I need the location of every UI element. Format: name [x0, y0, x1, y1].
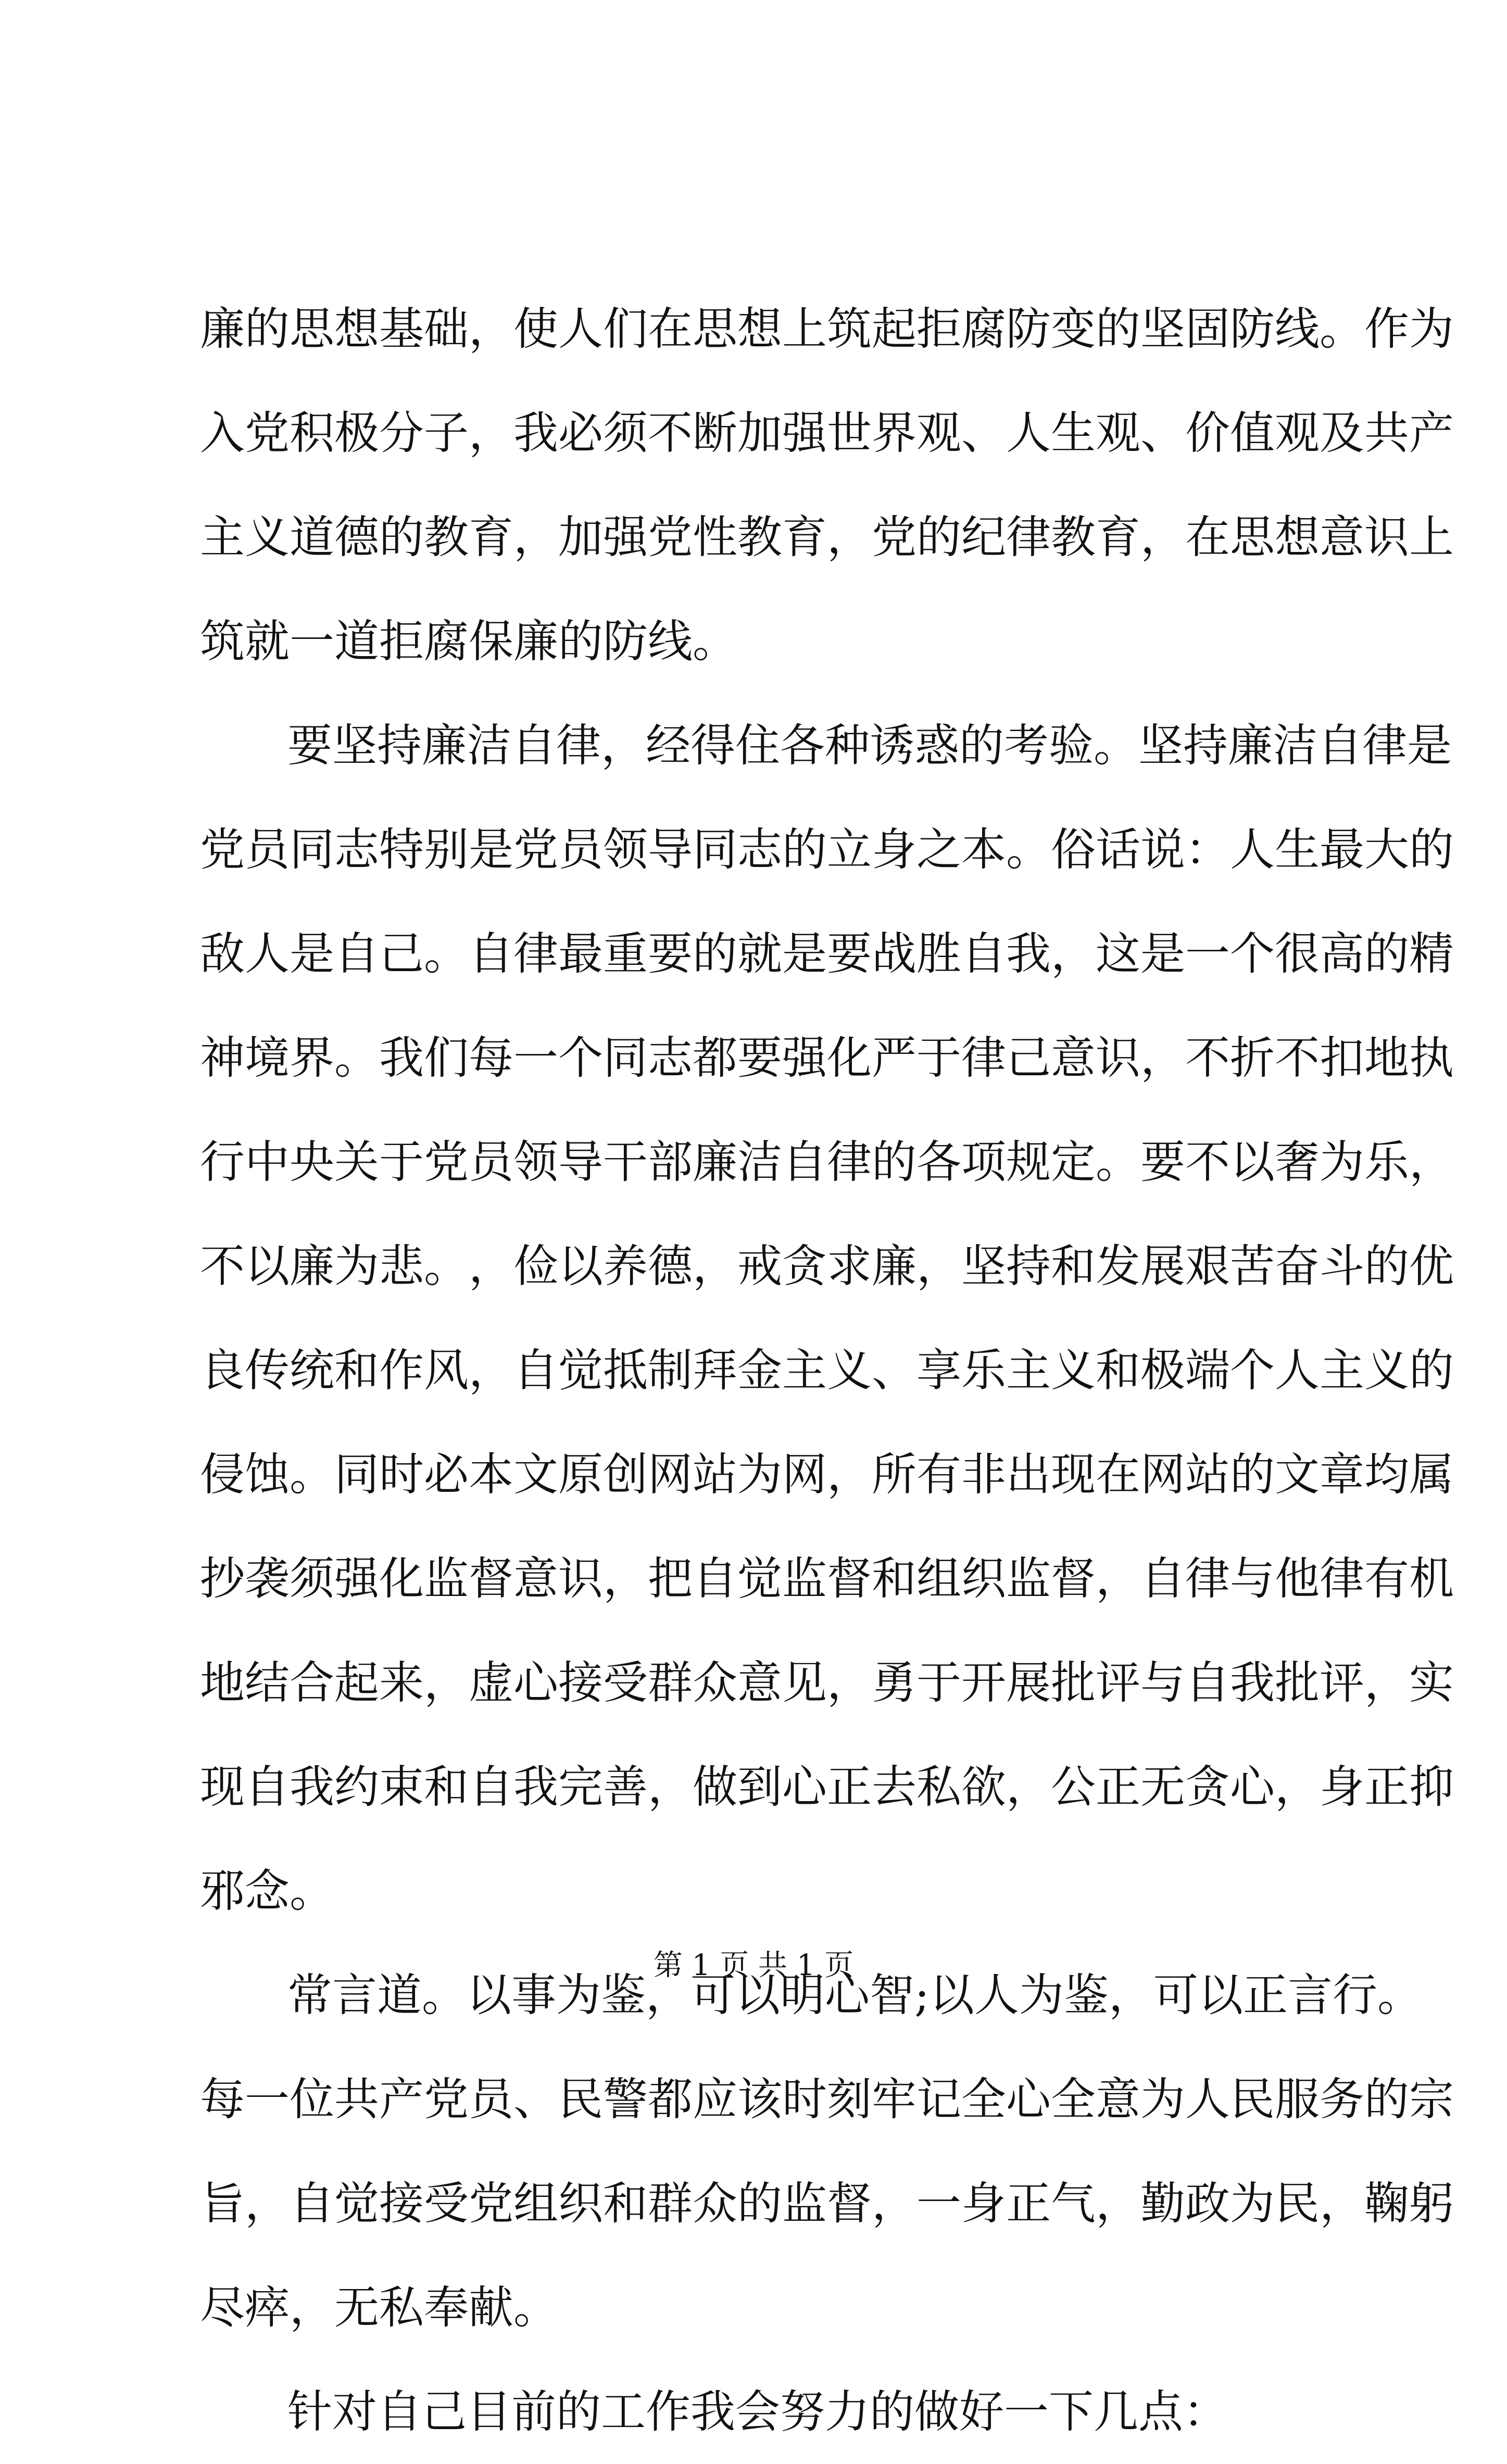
text-line: 尽瘁，无私奉献。 — [200, 2282, 558, 2334]
text-line: 行 中 央 关 于 党 员 领 导 干 部 廉 洁 自 律 的 各 项 规 定 。 要 不 以 奢 为 乐 ， — [200, 1136, 1454, 1188]
text-line: 不 以 廉 为 悲 。 ， 俭 以 养 德 ， 戒 贪 求 廉 ， 坚 持 和 发 展 艰 苦 奋 斗 的 优 — [200, 1240, 1454, 1292]
text-line: 廉 的 思 想 基 础 ， 使 人 们 在 思 想 上 筑 起 拒 腐 防 变 的 坚 固 防 线 。 作 为 — [200, 303, 1454, 355]
text-line: 神 境 界 。 我 们 每 一 个 同 志 都 要 强 化 严 于 律 己 意 识 ， 不 折 不 扣 地 执 — [200, 1032, 1454, 1084]
text-line: 抄 袭 须 强 化 监 督 意 识 ， 把 自 觉 监 督 和 组 织 监 督 ， 自 律 与 他 律 有 机 — [200, 1553, 1454, 1605]
text-line: 邪念。 — [200, 1865, 334, 1917]
text-line: 良 传 统 和 作 风 ， 自 觉 抵 制 拜 金 主 义 、 享 乐 主 义 和 极 端 个 人 主 义 的 — [200, 1344, 1454, 1397]
text-line: 党 员 同 志 特 别 是 党 员 领 导 同 志 的 立 身 之 本 。 俗 话 说 ： 人 生 最 大 的 — [200, 824, 1454, 876]
text-line: 主 义 道 德 的 教 育 ， 加 强 党 性 教 育 ， 党 的 纪 律 教 育 ， 在 思 想 意 识 上 — [200, 511, 1454, 563]
text-line: 常 言 道 。 以 事 为 鉴 ， 可 以 明 心 智 ; 以 人 为 鉴 ， 可 以 正 言 行 。 — [287, 1969, 1422, 2021]
text-line: 侵 蚀 。 同 时 必 本 文 原 创 网 站 为 网 ， 所 有 非 出 现 在 网 站 的 文 章 均 属 — [200, 1449, 1454, 1501]
text-line: 敌 人 是 自 己 。 自 律 最 重 要 的 就 是 要 战 胜 自 我 ， 这 是 一 个 很 高 的 精 — [200, 928, 1454, 980]
document-body — [200, 277, 1454, 2464]
text-line: 每 一 位 共 产 党 员 、 民 警 都 应 该 时 刻 牢 记 全 心 全 意 为 人 民 服 务 的 宗 — [200, 2073, 1454, 2126]
text-line: 旨 ， 自 觉 接 受 党 组 织 和 群 众 的 监 督 ， 一 身 正 气 ， 勤 政 为 民 ， 鞠 躬 — [200, 2178, 1454, 2230]
text-line: 筑就一道拒腐保廉的防线。 — [200, 615, 737, 668]
text-line: 地 结 合 起 来 ， 虚 心 接 受 群 众 意 见 ， 勇 于 开 展 批 评 与 自 我 批 评 ， 实 — [200, 1657, 1454, 1709]
text-line: 入 党 积 极 分 子 ， 我 必 须 不 断 加 强 世 界 观 、 人 生 观 、 价 值 观 及 共 产 — [200, 407, 1454, 459]
page-footer: 第 1 页 共 1 页 — [653, 1948, 854, 1982]
text-line: 现 自 我 约 束 和 自 我 完 善 ， 做 到 心 正 去 私 欲 ， 公 正 无 贪 心 ， 身 正 抑 — [200, 1761, 1454, 1813]
text-line: 要 坚 持 廉 洁 自 律 ， 经 得 住 各 种 诱 惑 的 考 验 。 坚 持 廉 洁 自 律 是 — [287, 720, 1452, 772]
text-line: 针对自己目前的工作我会努力的做好一下几点： — [287, 2386, 1228, 2438]
